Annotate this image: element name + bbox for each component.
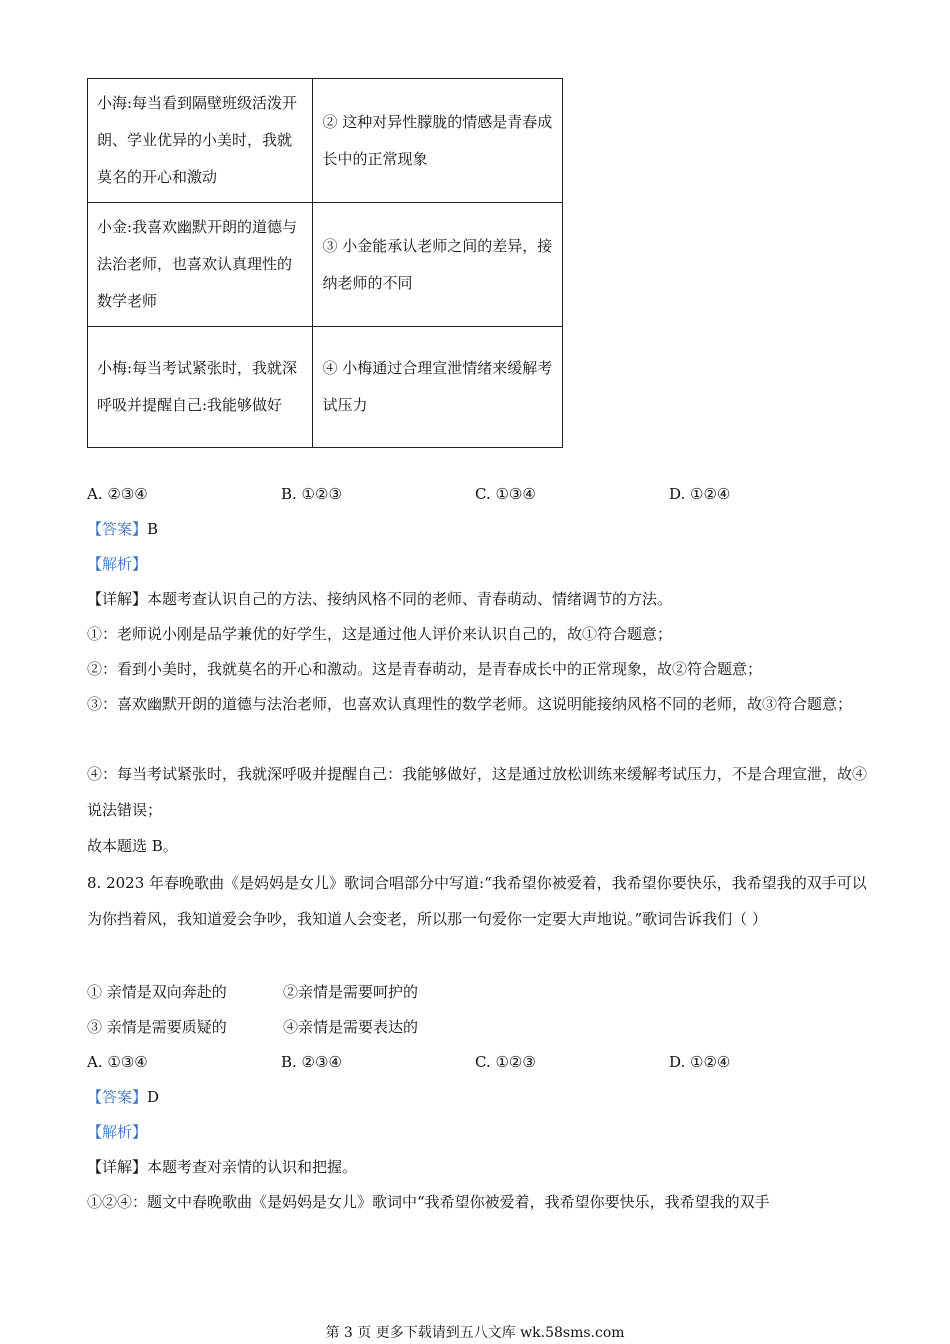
q8-statement-1: ① 亲情是双向奔赴的: [87, 983, 227, 1001]
q8-option-d: D. ①②④: [669, 1053, 731, 1071]
answer-tag: 【答案】: [87, 1088, 148, 1106]
q7-option-a: A. ②③④: [87, 485, 148, 503]
q7-point-3: ③：喜欢幽默开朗的道德与法治老师，也喜欢认真理性的数学老师。这说明能接纳风格不同的老师，故③符合题意；: [87, 695, 853, 713]
q8-detail-line: [87, 1157, 357, 1177]
detail-tag: 【详解】: [87, 1158, 148, 1176]
detail-text: 本题考查认识自己的方法、接纳风格不同的老师、青春萌动、情绪调节的方法。: [147, 590, 673, 608]
q8-answer-line: [87, 1087, 159, 1107]
answer-tag: 【答案】: [87, 520, 148, 538]
detail-tag: 【详解】: [87, 590, 148, 608]
q7-point-2: ②：看到小美时，我就莫名的开心和激动。这是青春萌动，是青春成长中的正常现象，故②符合题意；: [87, 660, 763, 678]
table-cell-left: 小海:每当看到隔壁班级活泼开朗、学业优异的小美时，我就莫名的开心和激动: [88, 79, 313, 203]
q8-option-a: A. ①③④: [87, 1053, 148, 1071]
table-cell-left: 小金:我喜欢幽默开朗的道德与法治老师，也喜欢认真理性的数学老师: [88, 203, 313, 327]
table-cell-right: ② 这种对异性朦胧的情感是青春成长中的正常现象: [313, 79, 563, 203]
table-cell-right: ④ 小梅通过合理宣泄情绪来缓解考试压力: [313, 327, 563, 448]
detail-text: 本题考查对亲情的认识和把握。: [147, 1158, 358, 1176]
table-cell-right: ③ 小金能承认老师之间的差异，接纳老师的不同: [313, 203, 563, 327]
page-footer: 第 3 页 更多下载请到五八文库 wk.58sms.com: [325, 1325, 625, 1341]
table-row: [88, 327, 563, 448]
q8-statement-3: ③ 亲情是需要质疑的: [87, 1018, 227, 1036]
matching-table: [87, 78, 563, 448]
q8-statement-2: ②亲情是需要呵护的: [283, 983, 419, 1001]
q7-conclusion: 故本题选 B。: [87, 837, 178, 855]
q8-option-c: C. ①②③: [475, 1053, 536, 1071]
q7-option-c: C. ①③④: [475, 485, 536, 503]
q8-statement-4: ④亲情是需要表达的: [283, 1018, 419, 1036]
q7-option-d: D. ①②④: [669, 485, 731, 503]
table-row: [88, 203, 563, 327]
q7-detail-line: [87, 589, 672, 609]
q8-analysis-tag: 【解析】: [87, 1123, 148, 1141]
table-row: [88, 79, 563, 203]
q7-option-b: B. ①②③: [281, 485, 342, 503]
q8-point-1: ①②④：题文中春晚歌曲《是妈妈是女儿》歌词中“我希望你被爱着，我希望你要快乐，我希望我的双手: [87, 1193, 770, 1211]
q7-point-1: ①：老师说小刚是品学兼优的好学生，这是通过他人评价来认识自己的，故①符合题意；: [87, 625, 673, 643]
q7-point-4: ④：每当考试紧张时，我就深呼吸并提醒自己：我能够做好，这是通过放松训练来缓解考试压力，不是合理宣泄，故④说法错误；: [87, 765, 868, 819]
q7-answer-line: [87, 519, 158, 539]
q7-analysis-tag: 【解析】: [87, 555, 148, 573]
answer-value: B: [147, 520, 159, 538]
q8-option-b: B. ②③④: [281, 1053, 342, 1071]
table-cell-left: 小梅:每当考试紧张时，我就深呼吸并提醒自己:我能够做好: [88, 327, 313, 448]
q8-stem: 8. 2023 年春晚歌曲《是妈妈是女儿》歌词合唱部分中写道:“我希望你被爱着，我希望你要快乐，我希望我的双手可以为你挡着风，我知道爱会争吵，我知道人会变老，所以那一句爱你一定要大声地说。”歌词告诉我们（ ）: [87, 874, 867, 928]
answer-value: D: [147, 1088, 160, 1106]
